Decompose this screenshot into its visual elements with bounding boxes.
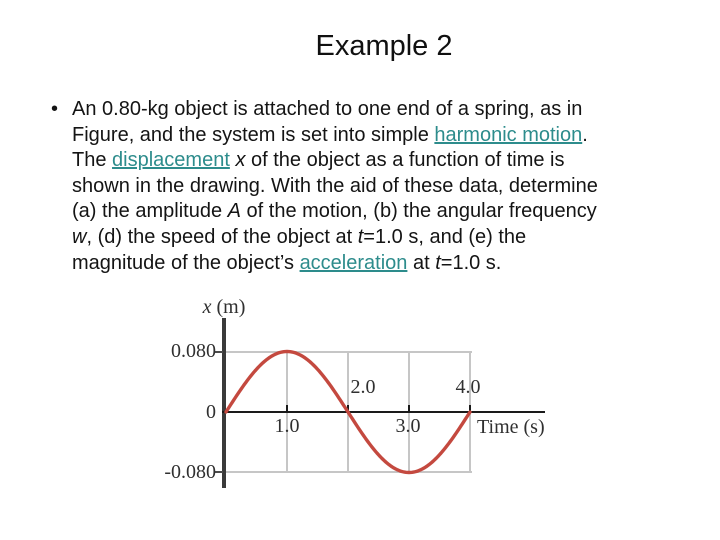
text-line (72, 148, 720, 174)
text-run: of the object as a function of time is (245, 149, 565, 172)
text-run: , (d) the speed of the object at (86, 225, 358, 248)
link-acceleration[interactable]: acceleration (299, 251, 408, 274)
x-tick-label-4: 4.0 (455, 376, 481, 398)
text-run: The (72, 149, 113, 172)
text-run: . (582, 123, 588, 146)
text-run: magnitude of the object’s (72, 251, 300, 274)
link-harmonic-motion[interactable]: harmonic motion (434, 123, 583, 146)
text-run: =1.0 s. (440, 251, 502, 274)
text-run: Figure, and the system is set into simple (72, 123, 435, 146)
bullet-marker: • (51, 98, 59, 120)
y-axis-label (186, 296, 262, 318)
x-tick-label-2: 2.0 (350, 376, 376, 398)
y-tick-label-negative: -0.080 (164, 461, 216, 483)
text-line (72, 251, 720, 277)
text-run: shown in the drawing. With the aid of these data, determine (72, 174, 598, 197)
text-run: of the motion, (b) the angular frequency (240, 200, 597, 223)
text-line (72, 199, 720, 225)
problem-paragraph (72, 97, 720, 276)
link-displacement[interactable]: displacement (112, 149, 230, 172)
y-axis-unit: (m) (211, 296, 246, 318)
text-run: An 0.80-kg object is attached to one end of a spring, as in (72, 98, 583, 120)
text-line (72, 97, 720, 123)
text-run: =1.0 s, and (e) the (363, 225, 527, 248)
y-tick-label-positive: 0.080 (171, 340, 216, 362)
y-axis-variable: x (202, 296, 212, 318)
x-axis-label: Time (s) (477, 416, 545, 438)
math-variable: t (357, 225, 364, 248)
math-variable: x (235, 149, 246, 172)
text-line (72, 123, 720, 149)
math-variable: A (227, 200, 241, 223)
math-variable: w (72, 225, 87, 248)
x-tick-label-3: 3.0 (395, 415, 421, 437)
math-variable: t (435, 251, 441, 274)
x-tick-label-1: 1.0 (274, 415, 300, 437)
text-run: at (407, 251, 436, 274)
text-line (72, 174, 720, 200)
text-run: (a) the amplitude (72, 200, 228, 223)
slide-title: Example 2 (315, 30, 453, 62)
sine-curve (222, 348, 476, 478)
text-line (72, 225, 720, 251)
y-tick-label-zero: 0 (206, 401, 216, 423)
